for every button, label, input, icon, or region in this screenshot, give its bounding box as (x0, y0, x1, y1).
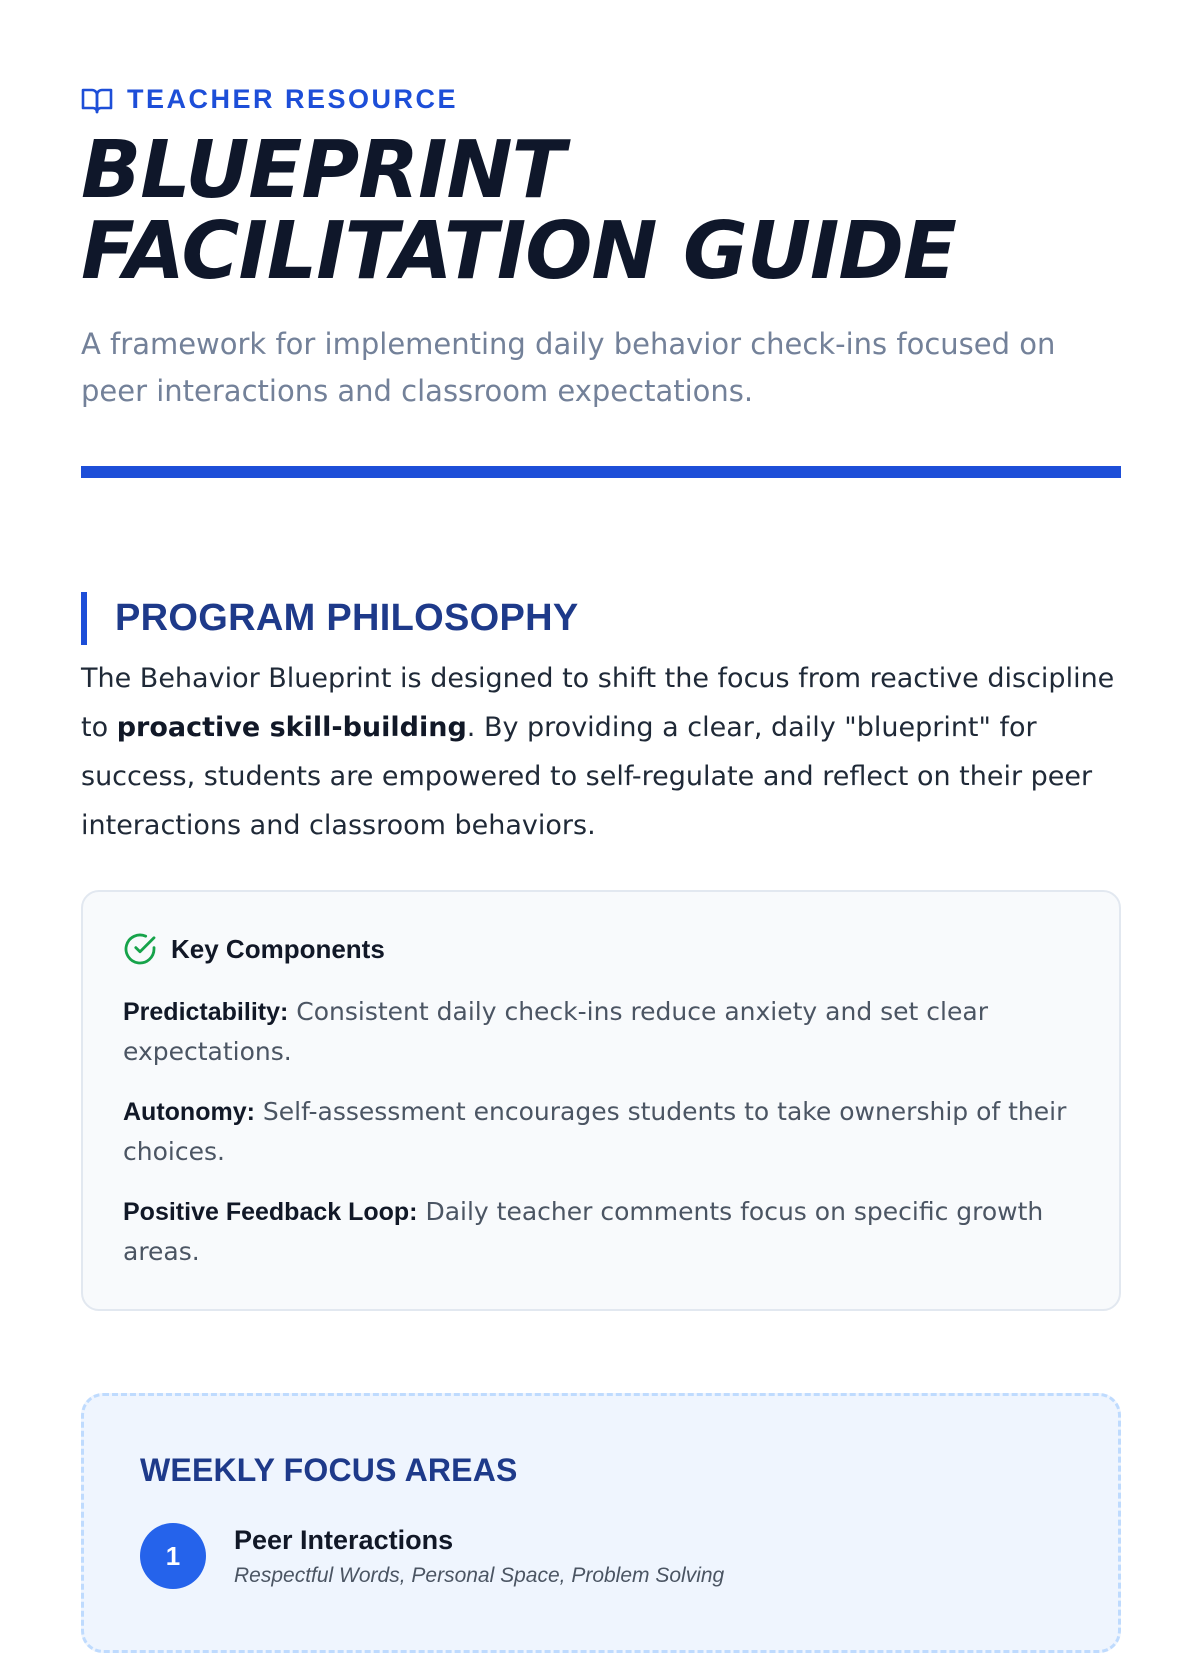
component-label: Predictability: (123, 998, 289, 1026)
philosophy-text-end: . By providing a clear, daily "blueprint" for success, students are empowered to self-regulate and reflect on their peer interactions and classroom behaviors. (81, 712, 1093, 841)
weekly-focus-heading: WEEKLY FOCUS AREAS (140, 1452, 518, 1488)
component-label: Positive Feedback Loop: (123, 1198, 418, 1226)
focus-item-details: Respectful Words, Personal Space, Problem Solving (234, 1564, 725, 1587)
page-subtitle: A framework for implementing daily behavior check-ins focused on peer interactions and classroom expectations. (81, 327, 1056, 408)
focus-item (140, 1523, 1062, 1589)
title-line-1: BLUEPRINT (81, 124, 565, 216)
header-divider (81, 466, 1121, 478)
component-text: Consistent daily check-ins reduce anxiety and set clear expectations. (123, 997, 988, 1066)
weekly-focus-panel (81, 1393, 1121, 1653)
component-item (123, 1192, 1079, 1272)
component-text: Daily teacher comments focus on specific growth areas. (123, 1197, 1044, 1266)
key-components-card (81, 890, 1121, 1311)
component-item (123, 1092, 1079, 1172)
eyebrow (81, 84, 458, 115)
book-open-icon (81, 86, 113, 114)
page-title (81, 124, 956, 297)
focus-number-badge: 1 (140, 1523, 206, 1589)
component-item (123, 992, 1079, 1072)
philosophy-paragraph (81, 654, 1121, 850)
focus-item-title: Peer Interactions (234, 1525, 454, 1555)
eyebrow-label: TEACHER RESOURCE (127, 84, 459, 114)
title-line-2: FACILITATION GUIDE (81, 205, 956, 297)
philosophy-text-start: The Behavior Blueprint is designed to shift the focus from reactive discipline to (81, 663, 1115, 743)
component-text: Self-assessment encourages students to take ownership of their choices. (123, 1097, 1067, 1166)
key-components-title: Key Components (171, 933, 385, 964)
check-circle-icon (123, 932, 157, 966)
focus-item-content (234, 1523, 724, 1588)
section-heading-philosophy: PROGRAM PHILOSOPHY (81, 592, 579, 645)
component-label: Autonomy: (123, 1098, 255, 1126)
philosophy-emphasis: proactive skill-building (116, 712, 467, 743)
key-components-header (123, 932, 1079, 966)
